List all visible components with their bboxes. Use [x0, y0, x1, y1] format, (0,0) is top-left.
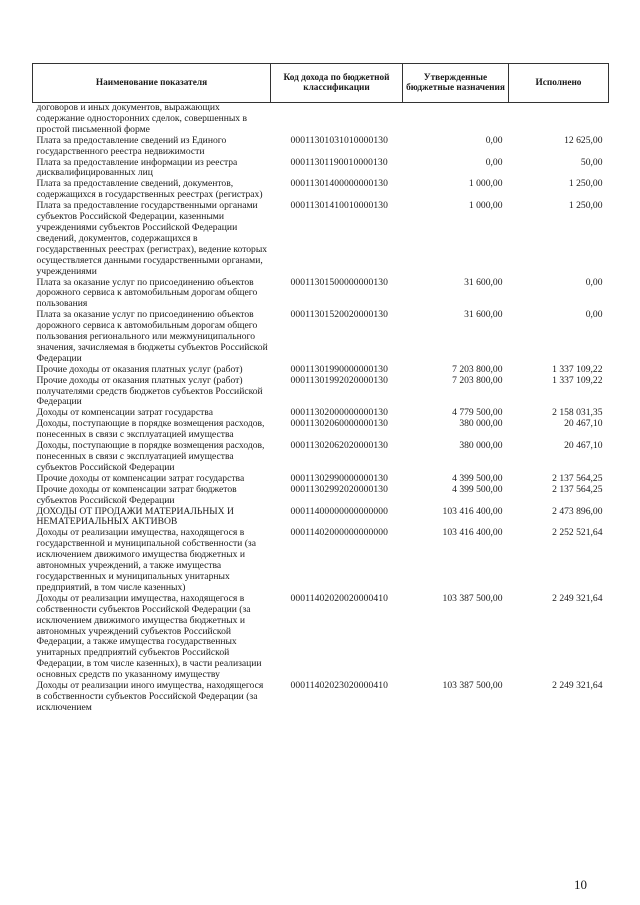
row-code: 00011301992020000130	[290, 374, 389, 386]
row-executed: 20 467,10	[564, 418, 603, 430]
row-name: Прочие доходы от оказания платных услуг (работ)	[36, 363, 243, 375]
row-code: 00011301500000000130	[290, 276, 389, 288]
row-executed: 20 467,10	[564, 440, 603, 452]
row-approved: 4 399 500,00	[452, 472, 503, 484]
table-row	[33, 594, 609, 681]
table-row	[33, 179, 609, 201]
row-executed: 2 158 031,35	[552, 407, 603, 419]
row-executed: 2 252 521,64	[552, 527, 603, 539]
table-row	[33, 441, 609, 474]
row-approved: 380 000,00	[459, 418, 503, 430]
row-approved: 1 000,00	[468, 178, 503, 190]
revenue-table	[32, 63, 609, 714]
row-name: Доходы от компенсации затрат государства	[36, 407, 213, 419]
row-executed: 1 337 109,22	[552, 374, 603, 386]
table-row	[33, 136, 609, 158]
header-executed: Исполнено	[509, 64, 609, 103]
row-name: Плата за предоставление сведений из Единого государственного реестра недвижимости	[36, 134, 227, 157]
row-code: 00011302062020000130	[290, 440, 389, 452]
table-row	[33, 103, 609, 136]
row-name: ДОХОДЫ ОТ ПРОДАЖИ МАТЕРИАЛЬНЫХ И НЕМАТЕРИАЛЬНЫХ АКТИВОВ	[36, 505, 234, 528]
report-sheet	[32, 63, 608, 714]
row-name: Доходы от реализации имущества, находящегося в государственной и муниципальной собственности (за исключением движимого имущества бюджетных и автономных учреждений, а также имущества государственных и муниципальных унитарных предприятий, в том числе казенных)	[36, 527, 256, 593]
row-approved: 7 203 800,00	[452, 363, 503, 375]
row-approved: 0,00	[485, 134, 503, 146]
row-name: Доходы от реализации имущества, находящегося в собственности субъектов Российской Федерации (за исключением движимого имущества бюджетных и автономных учреждений субъектов Российской Федерации, а также имущества государственных унитарных предприятий субъектов Российской Федерации, в том числе казенных), в части реализации основных средств по указанному имуществу	[36, 592, 262, 681]
row-executed: 50,00	[580, 156, 603, 168]
row-code: 00011301990000000130	[290, 363, 389, 375]
row-code	[271, 103, 403, 136]
row-name: Прочие доходы от оказания платных услуг (работ) получателями средств бюджетов субъектов Российской Федерации	[36, 374, 263, 408]
row-executed: 2 137 564,25	[552, 472, 603, 484]
row-name: Доходы, поступающие в порядке возмещения расходов, понесенных в связи с эксплуатацией имущества субъектов Российской Федерации	[36, 440, 265, 473]
row-code: 00011301410010000130	[290, 200, 389, 212]
row-approved: 31 600,00	[464, 309, 503, 321]
row-executed: 1 250,00	[568, 200, 603, 212]
row-approved: 1 000,00	[468, 200, 503, 212]
header-approved: Утвержденные бюджетные назначения	[403, 64, 509, 103]
row-approved	[403, 103, 509, 136]
row-approved: 0,00	[485, 156, 503, 168]
row-code: 00011301400000000130	[290, 178, 389, 190]
row-code: 00011400000000000000	[290, 505, 389, 517]
table-row	[33, 158, 609, 180]
row-code: 00011301031010000130	[290, 134, 389, 146]
row-approved: 31 600,00	[464, 276, 503, 288]
row-approved: 103 387 500,00	[442, 592, 503, 604]
row-name: Доходы, поступающие в порядке возмещения расходов, понесенных в связи с эксплуатацией имущества	[36, 418, 265, 441]
table-row	[33, 528, 609, 593]
row-name: Плата за оказание услуг по присоединению объектов дорожного сервиса к автомобильным дорогам общего пользования регионального или межмуниципального значения, зачисляемая в бюджеты субъектов Российской Федерации	[36, 309, 268, 364]
row-code: 00011302990000000130	[290, 472, 389, 484]
row-name: Доходы от реализации иного имущества, находящегося в собственности субъектов Российской Федерации (за исключением	[36, 680, 264, 713]
row-approved: 103 387 500,00	[442, 680, 503, 692]
row-code: 00011402023020000410	[290, 680, 389, 692]
table-header-row	[33, 64, 609, 103]
row-executed: 0,00	[585, 309, 603, 321]
row-code: 00011402000000000000	[290, 527, 389, 539]
row-approved: 103 416 400,00	[442, 527, 503, 539]
row-executed: 1 250,00	[568, 178, 603, 190]
row-name: Плата за предоставление информации из реестра дисквалифицированных лиц	[36, 156, 238, 179]
row-name: Плата за оказание услуг по присоединению объектов дорожного сервиса к автомобильным дорогам общего пользования	[36, 276, 258, 310]
row-code: 00011302060000000130	[290, 418, 389, 430]
row-executed: 1 337 109,22	[552, 363, 603, 375]
table-row	[33, 376, 609, 409]
row-code: 00011302000000000130	[290, 407, 389, 419]
table-row	[33, 310, 609, 365]
header-code: Код дохода по бюджетной классификации	[271, 64, 403, 103]
row-executed: 12 625,00	[564, 134, 603, 146]
row-executed	[509, 103, 609, 136]
table-row	[33, 681, 609, 714]
row-name: Плата за предоставление государственными органами субъектов Российской Федерации, казенными учреждениями субъектов Российской Федерации сведений, документов, содержащихся в государственных реестрах (регистрах), ведение которых осуществляется данными государственными органами, учреждениями	[36, 200, 268, 277]
table-row	[33, 507, 609, 529]
row-name: договоров и иных документов, выражающих содержание односторонних сделок, совершенных в простой письменной форме	[36, 102, 248, 135]
row-executed: 0,00	[585, 276, 603, 288]
table-row	[33, 485, 609, 507]
header-name: Наименование показателя	[33, 64, 271, 103]
row-executed: 2 473 896,00	[552, 505, 603, 517]
table-row	[33, 201, 609, 277]
page-number: 10	[574, 877, 587, 892]
row-name: Плата за предоставление сведений, документов, содержащихся в государственных реестрах (регистрах)	[36, 178, 263, 201]
row-approved: 7 203 800,00	[452, 374, 503, 386]
table-row	[33, 278, 609, 311]
row-executed: 2 249 321,64	[552, 592, 603, 604]
row-executed: 2 249 321,64	[552, 680, 603, 692]
row-approved: 380 000,00	[459, 440, 503, 452]
row-approved: 4 399 500,00	[452, 483, 503, 495]
row-name: Прочие доходы от компенсации затрат бюджетов субъектов Российской Федерации	[36, 483, 237, 506]
row-approved: 4 779 500,00	[452, 407, 503, 419]
row-name: Прочие доходы от компенсации затрат государства	[36, 472, 245, 484]
row-code: 00011301190010000130	[290, 156, 388, 168]
row-code: 00011302992020000130	[290, 483, 389, 495]
row-code: 00011301520020000130	[290, 309, 389, 321]
table-row	[33, 419, 609, 441]
row-executed: 2 137 564,25	[552, 483, 603, 495]
table-body	[33, 103, 609, 714]
row-code: 00011402020020000410	[290, 592, 389, 604]
row-approved: 103 416 400,00	[442, 505, 503, 517]
